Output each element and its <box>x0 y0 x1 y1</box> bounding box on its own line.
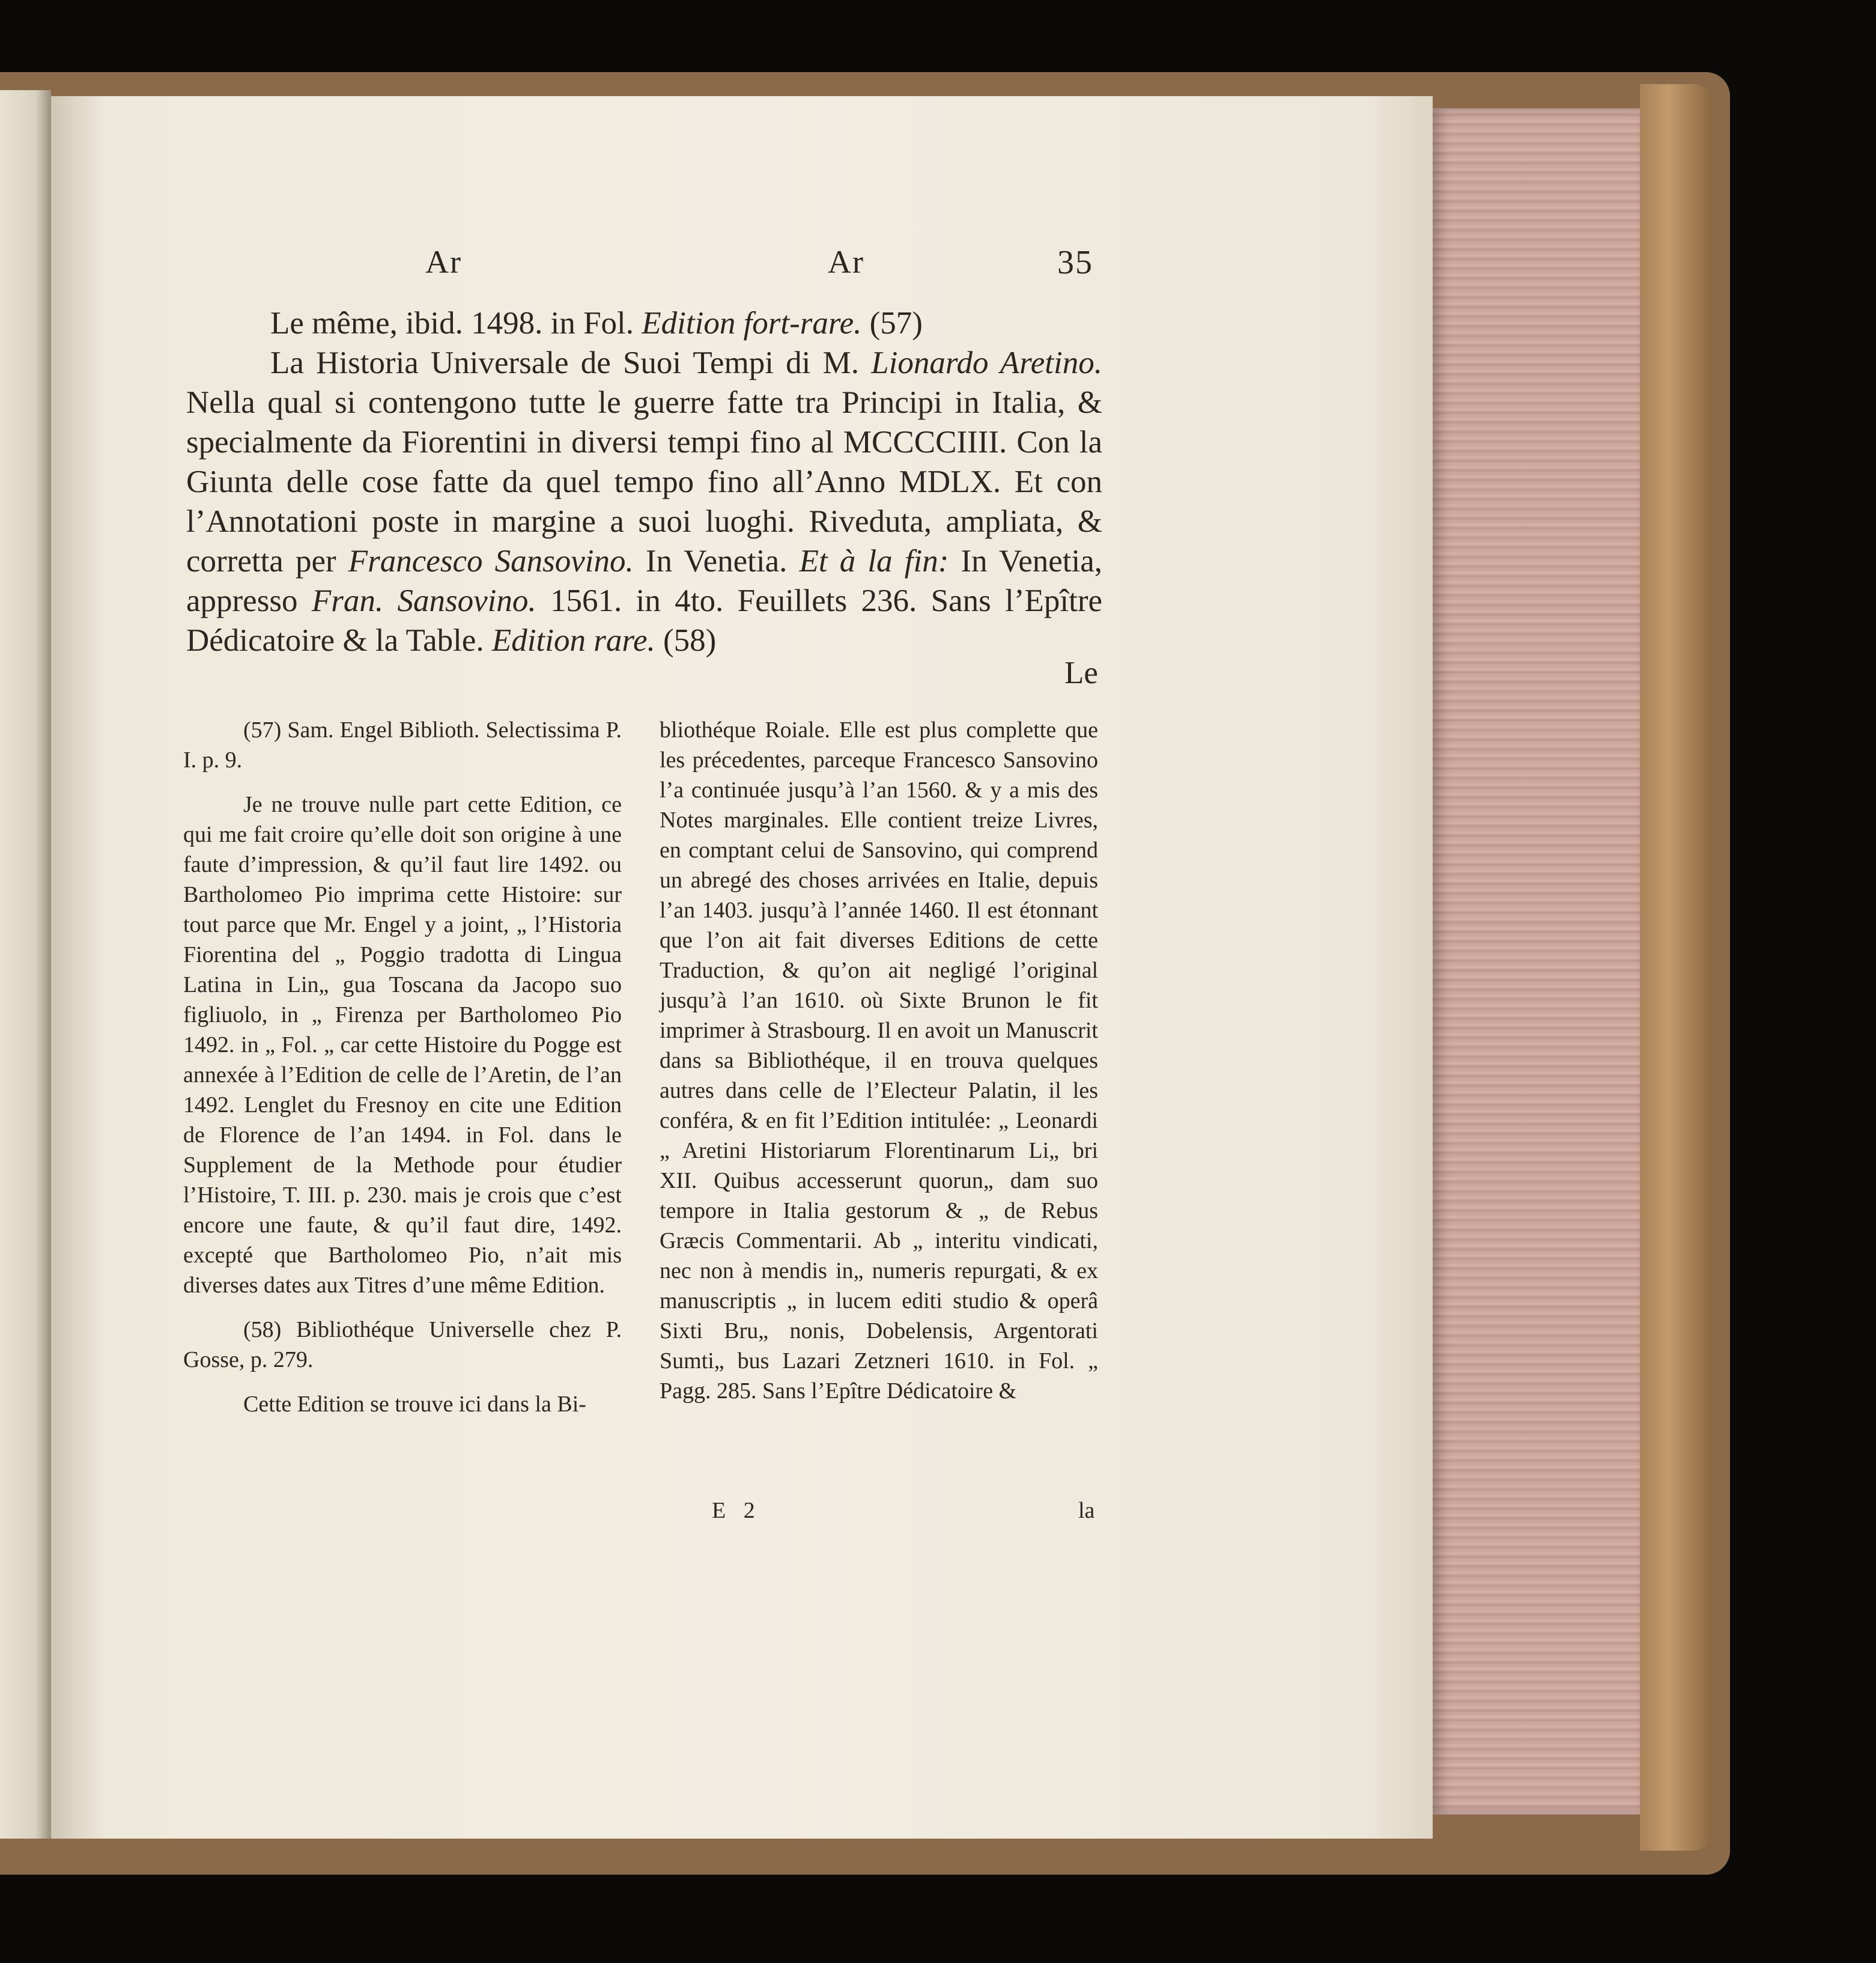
cover-edge <box>1640 84 1712 1851</box>
running-head-center: Ar <box>828 244 864 280</box>
footer-catchword: la <box>1078 1498 1095 1523</box>
left-page-edge <box>0 90 51 1839</box>
notes-right-column <box>660 715 1098 1420</box>
page-number: 35 <box>1057 244 1093 281</box>
note-paragraph: Je ne trouve nulle part cette Edition, ce qui me fait croire qu’elle doit son origine à une faute d’impression, & qu’il faut lire 1492. ou Bartholomeo Pio imprima cette Histoire: sur tout parce que Mr. Engel y a joint, „ l’Historia Fiorentina del „ Poggio tradotta di Lingua Latina in Lin„ gua Toscana da Jacopo suo figliuolo, in „ Firenza per Bartholomeo Pio 1492. in „ Fol. „ car cette Histoire du Pogge est annexée à l’Edition de celle de l’Aretin, de l’an 1492. Lenglet du Fresnoy en cite une Edition de Florence de l’an 1494. in Fol. dans le Supplement de la Methode pour étudier l’Histoire, T. III. p. 230. mais je crois que c’est encore une faute, & qu’il faut dire, 1492. excepté que Bartholomeo Pio, n’ait mis diverses dates aux Titres d’une même Edition. <box>183 792 622 1298</box>
footnote-57: (57) Sam. Engel Biblioth. Selectissima P. I. p. 9. <box>183 717 622 773</box>
main-catchword: Le <box>1064 656 1098 690</box>
entry-58: La Historia Universale de Suoi Tempi di M. Lionardo Aretino. Nella qual si contengono tutte le guerre fatte tra Principi in Italia, & specialmente da Fiorentini in diversi tempi fino al MCCCCIIII. Con la Giunta delle cose fatte da quel tempo fino all’Anno MDLX. Et con l’Annotationi poste in margine a suoi luoghi. Riveduta, ampliata, & corretta per Francesco Sansovino. In Venetia. Et à la fin: In Venetia, appresso Fran. Sansovino. 1561. in 4to. Feuillets 236. Sans l’Epître Dédicatoire & la Table. Edition rare. (58) <box>186 345 1103 658</box>
notes-left-column <box>183 715 622 1434</box>
note-paragraph: Cette Edition se trouve ici dans la Bi- <box>243 1392 586 1417</box>
page-block-edge <box>1433 108 1640 1815</box>
main-entries <box>186 303 1102 660</box>
footnote-58: (58) Bibliothéque Universelle chez P. Gosse, p. 279. <box>183 1317 622 1372</box>
signature-mark: E 2 <box>712 1498 761 1523</box>
entry-57: Le même, ibid. 1498. in Fol. Edition fort-rare. (57) <box>270 306 923 341</box>
note-paragraph: bliothéque Roiale. Elle est plus complette que les précedentes, parceque Francesco Sansovino l’a continuée jusqu’à l’an 1560. & y a mis des Notes marginales. Elle contient treize Livres, en comptant celui de Sansovino, qui comprend un abregé des choses arrivées en Italie, depuis l’an 1403. jusqu’à l’année 1460. Il est étonnant que l’on ait fait diverses Editions de cette Traduction, & qu’on ait negligé l’original jusqu’à l’an 1610. où Sixte Brunon le fit imprimer à Strasbourg. Il en avoit un Manuscrit dans sa Bibliothéque, il en trouva quelques autres dans celle de l’Electeur Palatin, il les conféra, & en fit l’Edition intitulée: „ Leonardi „ Aretini Historiarum Florentinarum Li„ bri XII. Quibus accesserunt quorun„ dam suo tempore in Italia gestorum & „ de Rebus Græcis Commentarii. Ab „ interitu vindicati, nec non à mendis in„ numeris repurgati, & ex manuscriptis „ in lucem editi studio & operâ Sixti Bru„ nonis, Dobelensis, Argentorati Sumti„ bus Lazari Zetzneri 1610. in Fol. „ Pagg. 285. Sans l’Epître Dédicatoire & <box>660 717 1098 1404</box>
running-head-left: Ar <box>425 244 462 280</box>
